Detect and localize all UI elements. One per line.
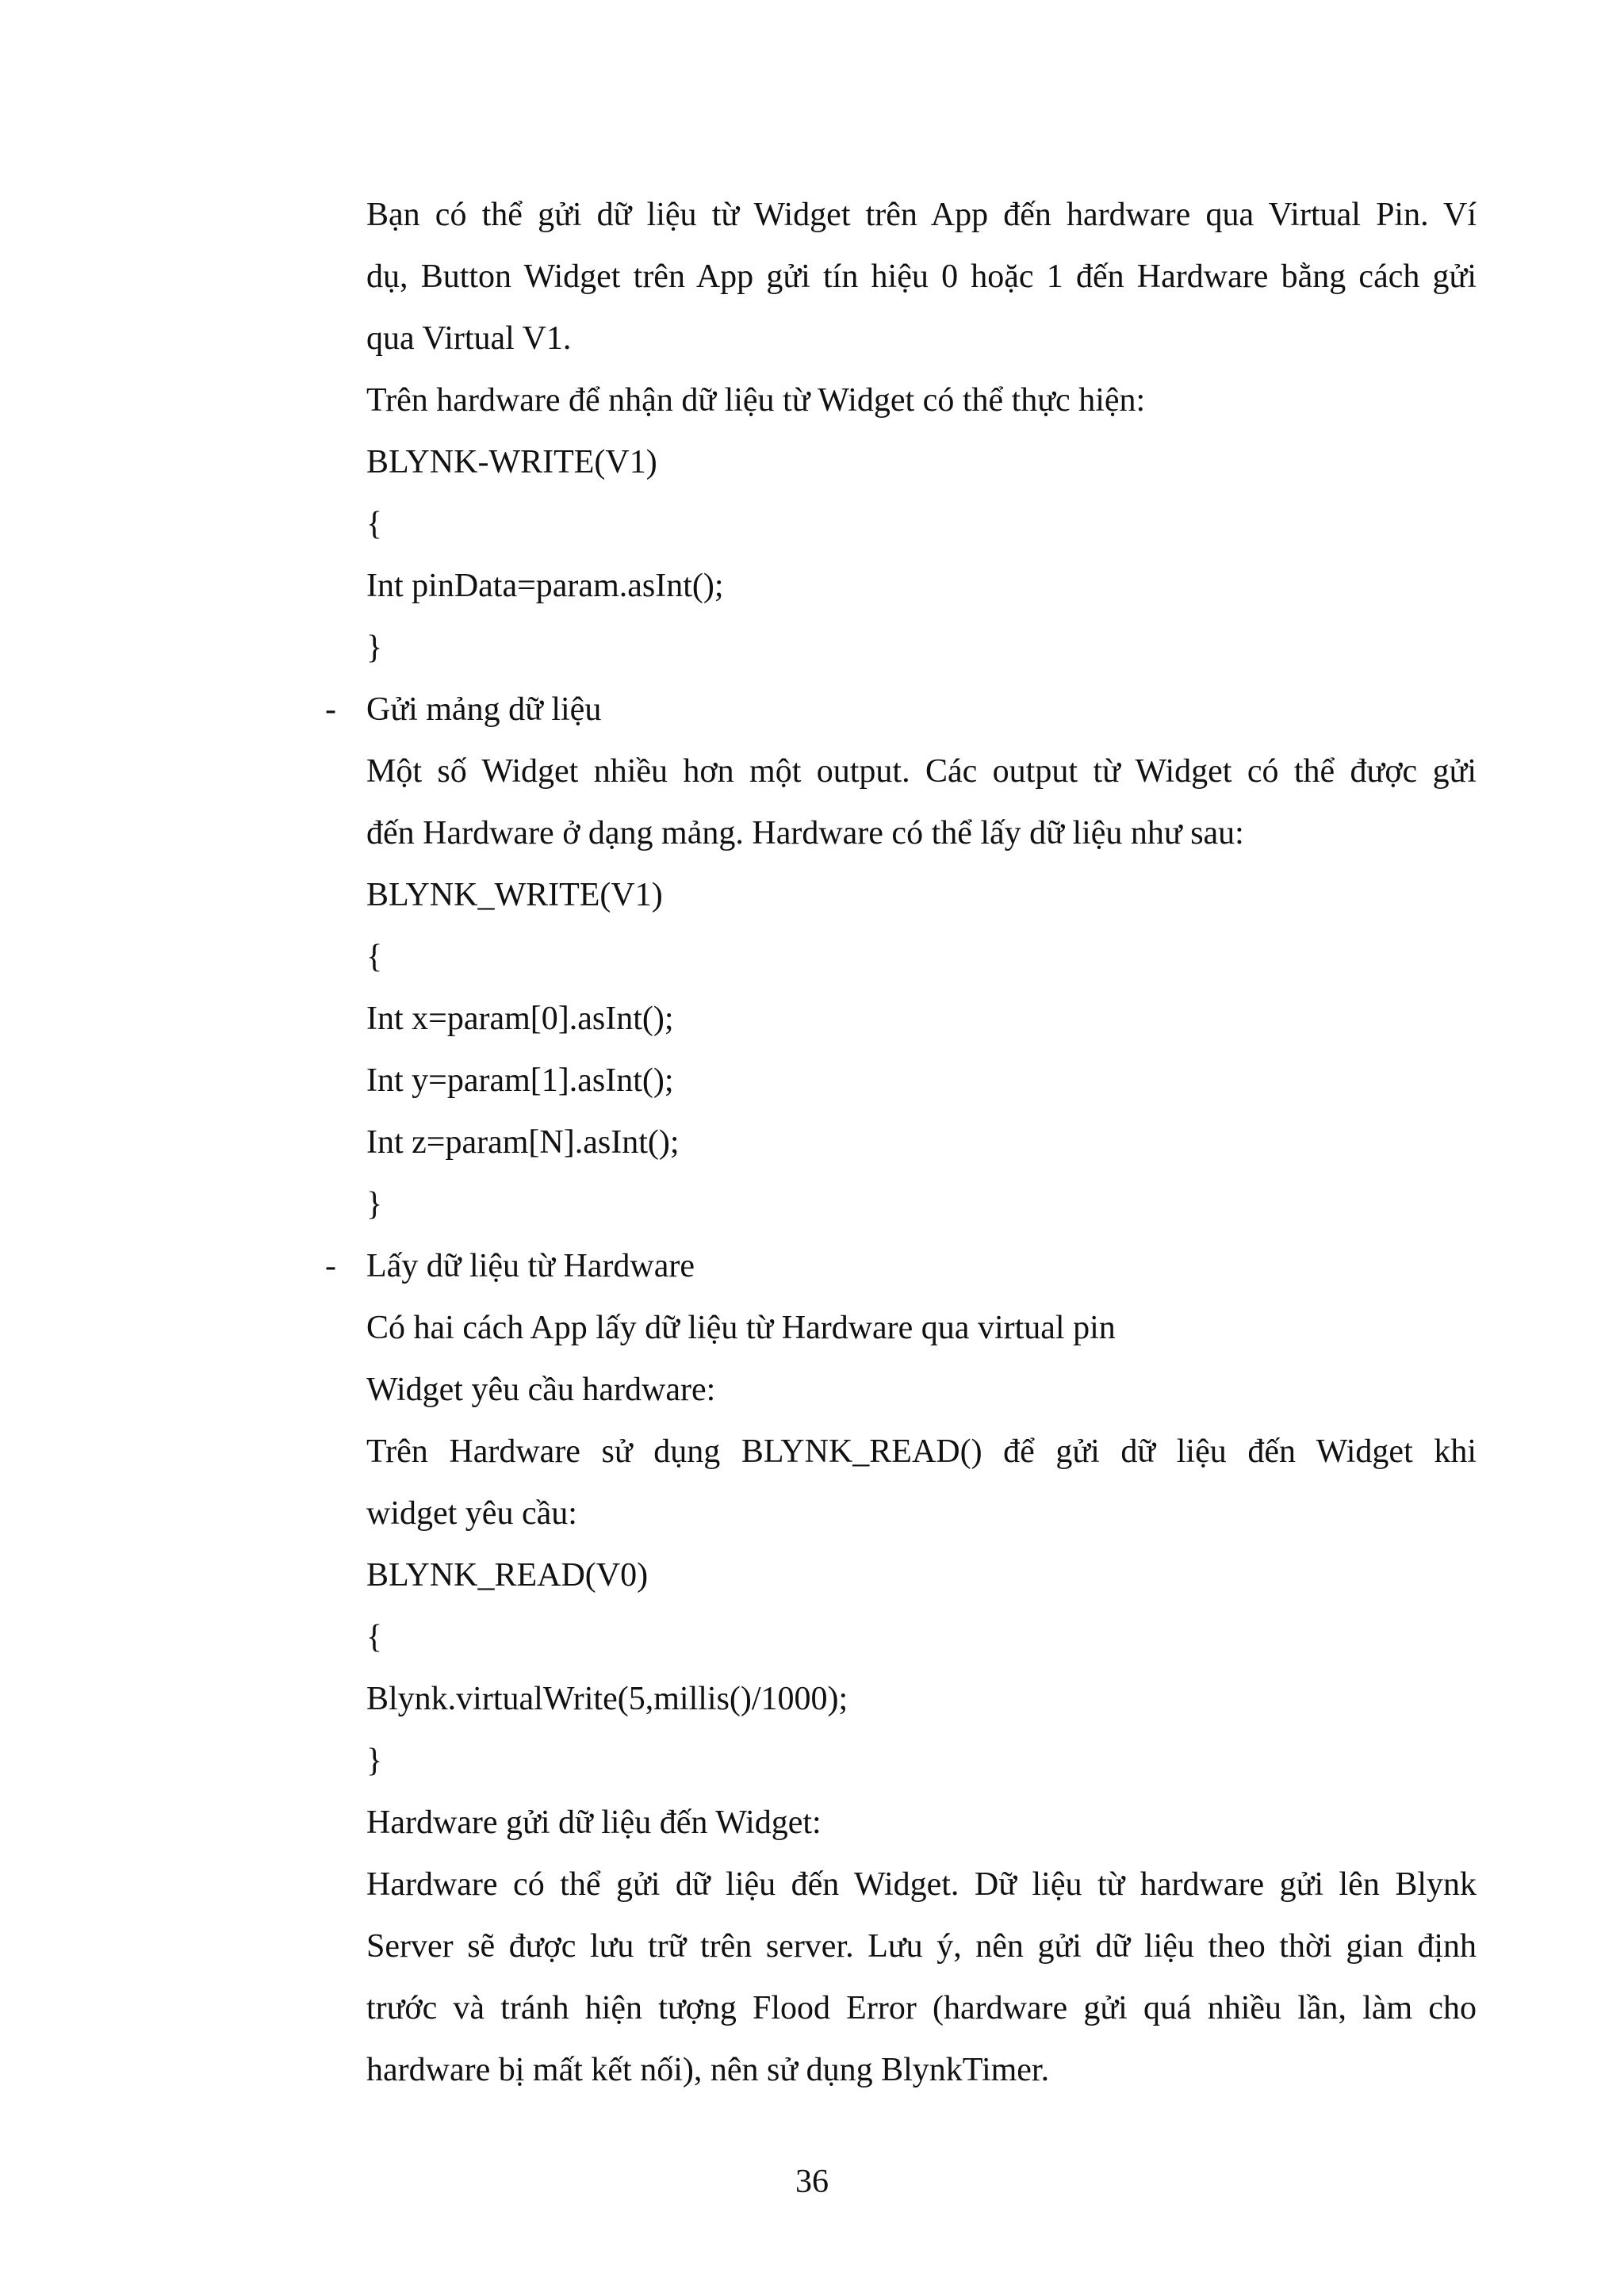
text-line <box>366 864 1477 926</box>
text-line <box>366 1606 1477 1668</box>
text-line <box>366 926 1477 988</box>
line-text: BLYNK_WRITE(V1) <box>366 877 663 913</box>
text-line <box>366 1359 1477 1421</box>
line-text: Bạn có thể gửi dữ liệu từ Widget trên App đến hardware qua Virtual Pin. Ví <box>366 197 1477 233</box>
text-line <box>366 2039 1477 2101</box>
text-line <box>366 1854 1477 1915</box>
line-text: { <box>366 506 383 542</box>
page-number: 36 <box>795 2164 829 2200</box>
text-line <box>366 802 1477 864</box>
line-text: Hardware gửi dữ liệu đến Widget: <box>366 1804 822 1841</box>
text-line <box>366 1915 1477 1977</box>
line-text: hardware bị mất kết nối), nên sử dụng BlynkTimer. <box>366 2052 1050 2088</box>
text-line <box>366 431 1477 493</box>
text-line <box>366 308 1477 369</box>
bullet-marker: - <box>325 1248 336 1284</box>
text-line <box>366 493 1477 555</box>
bullet-heading <box>325 1235 1477 1297</box>
line-text: trước và tránh hiện tượng Flood Error (hardware gửi quá nhiều lần, làm cho <box>366 1990 1477 2026</box>
text-line <box>366 1112 1477 1173</box>
line-text: { <box>366 939 383 975</box>
text-line <box>366 1483 1477 1544</box>
line-text: Blynk.virtualWrite(5,millis()/1000); <box>366 1681 848 1717</box>
text-line <box>366 1297 1477 1359</box>
text-line <box>366 1421 1477 1483</box>
text-line <box>366 369 1477 431</box>
text-line <box>366 246 1477 308</box>
line-text: { <box>366 1619 383 1655</box>
text-line <box>366 184 1477 246</box>
line-text: Int z=param[N].asInt(); <box>366 1124 680 1161</box>
line-text: Widget yêu cầu hardware: <box>366 1372 716 1408</box>
line-text: Int pinData=param.asInt(); <box>366 568 724 604</box>
text-line <box>366 1050 1477 1112</box>
text-line <box>366 740 1477 802</box>
line-text: } <box>366 1743 383 1779</box>
line-text: Trên hardware để nhận dữ liệu từ Widget có thể thực hiện: <box>366 382 1146 419</box>
line-text: Có hai cách App lấy dữ liệu từ Hardware qua virtual pin <box>366 1310 1116 1346</box>
line-text: qua Virtual V1. <box>366 320 572 357</box>
line-text: BLYNK-WRITE(V1) <box>366 444 657 480</box>
text-line <box>366 1792 1477 1854</box>
line-text: Int y=param[1].asInt(); <box>366 1062 674 1099</box>
line-text: Gửi mảng dữ liệu <box>366 691 602 728</box>
line-text: Một số Widget nhiều hơn một output. Các output từ Widget có thể được gửi <box>366 753 1477 790</box>
line-text: Lấy dữ liệu từ Hardware <box>366 1248 695 1284</box>
text-line <box>366 1730 1477 1792</box>
line-text: dụ, Button Widget trên App gửi tín hiệu 0 hoặc 1 đến Hardware bằng cách gửi <box>366 258 1477 295</box>
line-text: Int x=param[0].asInt(); <box>366 1001 674 1037</box>
line-text: Server sẽ được lưu trữ trên server. Lưu ý, nên gửi dữ liệu theo thời gian định <box>366 1928 1477 1965</box>
line-text: BLYNK_READ(V0) <box>366 1557 649 1594</box>
line-text: Hardware có thể gửi dữ liệu đến Widget. Dữ liệu từ hardware gửi lên Blynk <box>366 1866 1477 1903</box>
text-line <box>366 1173 1477 1235</box>
line-text: Trên Hardware sử dụng BLYNK_READ() để gửi dữ liệu đến Widget khi <box>366 1433 1477 1470</box>
text-line <box>366 617 1477 679</box>
text-line <box>366 1668 1477 1730</box>
line-text: } <box>366 1186 383 1223</box>
bullet-heading <box>325 679 1477 740</box>
bullet-marker: - <box>325 691 336 728</box>
text-line <box>366 1977 1477 2039</box>
text-line <box>366 988 1477 1050</box>
line-text: widget yêu cầu: <box>366 1495 577 1532</box>
line-text: } <box>366 629 383 666</box>
line-text: đến Hardware ở dạng mảng. Hardware có thể lấy dữ liệu như sau: <box>366 815 1244 851</box>
text-line <box>366 1544 1477 1606</box>
text-line <box>366 555 1477 617</box>
page-body <box>325 184 1477 2101</box>
